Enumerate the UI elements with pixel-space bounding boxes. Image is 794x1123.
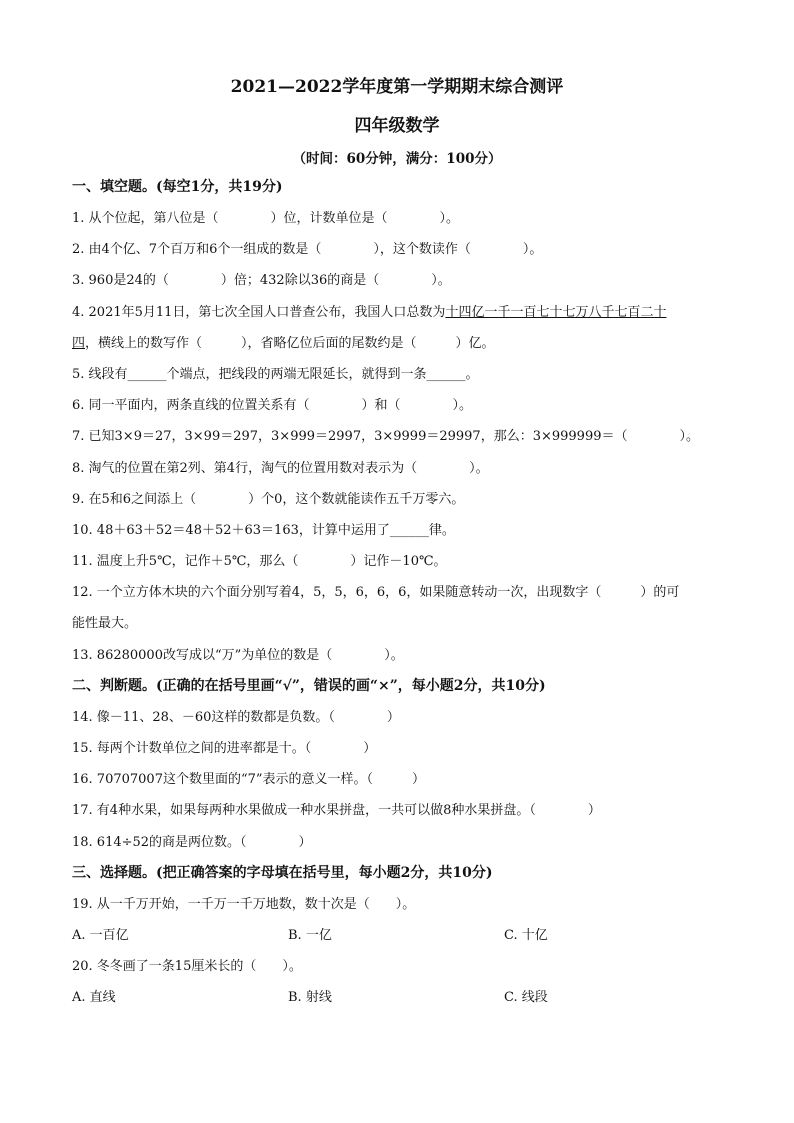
section-true-false: 二、判断题。(正确的在括号里画“√”，错误的画“×”，每小题2分，共10分) bbox=[72, 677, 546, 694]
question-12-line-2: 能性最大。 bbox=[72, 616, 138, 632]
question-4-line-1 bbox=[72, 297, 722, 328]
question-8: 8. 淘气的位置在第2列、第4行，淘气的位置用数对表示为（ ）。 bbox=[72, 460, 489, 476]
question-13: 13. 86280000改写成以“万”为单位的数是（ ）。 bbox=[72, 647, 404, 663]
exam-title: 2021—2022学年度第一学期期末综合测评 bbox=[230, 77, 564, 97]
question-9: 9. 在5和6之间添上（ ）个0，这个数就能读作五千万零六。 bbox=[72, 491, 465, 507]
question-14: 14. 像－11、28、－60这样的数都是负数。（ ） bbox=[72, 709, 400, 725]
question-18: 18. 614÷52的商是两位数。（ ） bbox=[72, 834, 312, 850]
question-20-options bbox=[72, 982, 722, 1013]
question-11: 11. 温度上升5℃，记作＋5℃，那么（ ）记作－10℃。 bbox=[72, 554, 447, 570]
question-1: 1. 从个位起，第八位是（ ）位，计数单位是（ ）。 bbox=[72, 211, 460, 226]
question-17: 17. 有4种水果，如果每两种水果做成一种水果拼盘，一共可以做8种水果拼盘。（ ） bbox=[72, 803, 601, 819]
question-7: 7. 已知3×9＝27，3×99＝297，3×999＝2997，3×9999＝29997，那么：3×999999＝（ ）。 bbox=[72, 429, 699, 445]
question-16: 16. 70707007这个数里面的“7”表示的意义一样。（ ） bbox=[72, 772, 426, 788]
question-19: 19. 从一千万开始，一千万一千万地数，数十次是（ ）。 bbox=[72, 896, 416, 912]
question-6: 6. 同一平面内，两条直线的位置关系有（ ）和（ ）。 bbox=[72, 398, 473, 414]
section-multiple-choice: 三、选择题。(把正确答案的字母填在括号里，每小题2分，共10分) bbox=[72, 864, 493, 881]
question-15: 15. 每两个计数单位之间的进率都是十。（ ） bbox=[72, 741, 377, 756]
question-20-option-b: B. 射线 bbox=[288, 990, 332, 1006]
question-4-underlined-b: 四 bbox=[72, 335, 86, 351]
exam-subject: 四年级数学 bbox=[354, 116, 440, 136]
question-20-option-c: C. 线段 bbox=[504, 990, 548, 1006]
question-19-option-b: B. 一亿 bbox=[288, 927, 332, 943]
question-4-line-2 bbox=[72, 328, 722, 359]
question-5: 5. 线段有______个端点，把线段的两端无限延长，就得到一条______。 bbox=[72, 366, 479, 382]
exam-meta: （时间：60分钟，满分：100分） bbox=[292, 151, 502, 167]
question-10: 10. 48＋63＋52＝48＋52＋63＝163，计算中运用了______律。 bbox=[72, 522, 455, 538]
question-19-option-a: A. 一百亿 bbox=[72, 927, 129, 943]
question-20: 20. 冬冬画了一条15厘米长的（ ）。 bbox=[72, 959, 302, 975]
question-2: 2. 由4个亿、7个百万和6个一组成的数是（ ），这个数读作（ ）。 bbox=[72, 242, 543, 258]
question-12-line-1: 12. 一个立方体木块的六个面分别写着4，5，5，6，6，6，如果随意转动一次，出现数字（ ）的可 bbox=[72, 585, 680, 601]
exam-page bbox=[72, 70, 722, 1014]
question-4-rest: ，横线上的数写作（ ），省略亿位后面的尾数约是（ ）亿。 bbox=[85, 335, 495, 351]
question-4-prefix: 4. 2021年5月11日，第七次全国人口普查公布，我国人口总数为 bbox=[72, 304, 446, 320]
question-4-underlined-a: 十四亿一千一百七十七万八千七百二十 bbox=[445, 304, 667, 320]
question-19-options bbox=[72, 920, 722, 951]
question-19-option-c: C. 十亿 bbox=[504, 927, 548, 943]
question-20-option-a: A. 直线 bbox=[72, 990, 116, 1006]
section-fill-in: 一、填空题。(每空1分，共19分) bbox=[72, 179, 283, 195]
question-3: 3. 960是24的（ ）倍；432除以36的商是（ ）。 bbox=[72, 273, 451, 289]
